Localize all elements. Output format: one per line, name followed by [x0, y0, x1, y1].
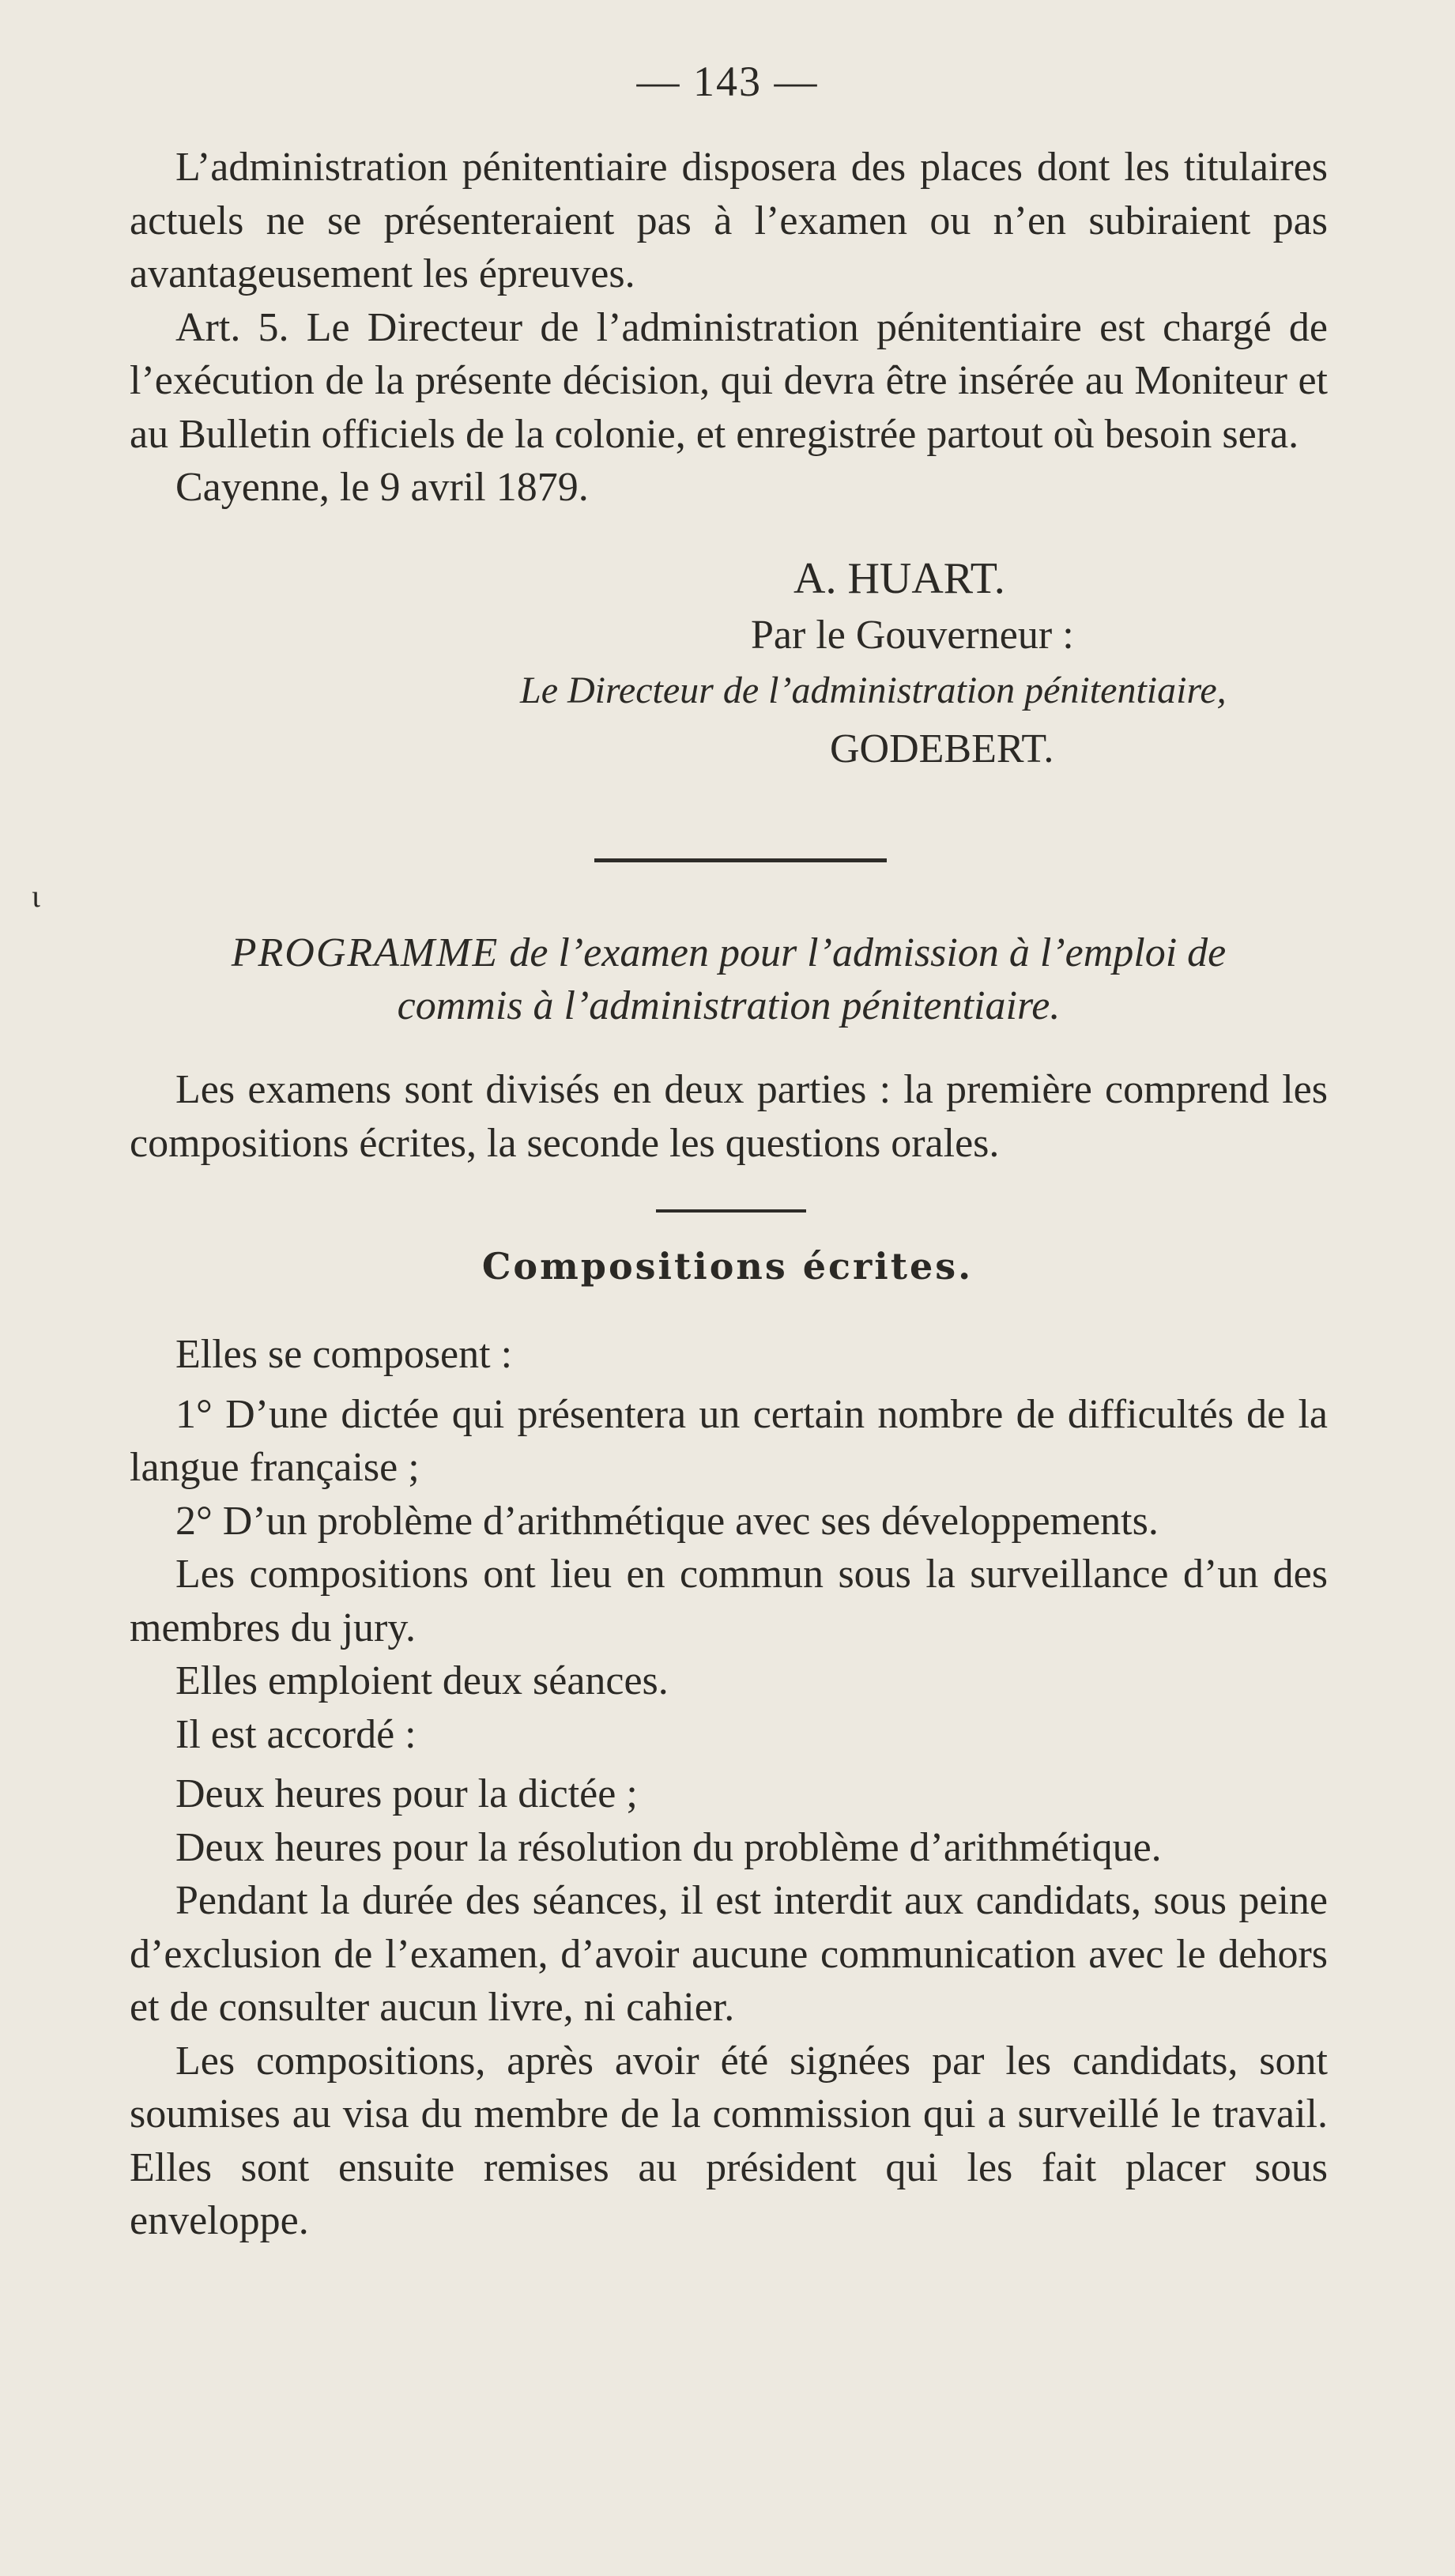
paragraph: L’administration pénitentiaire disposera des places dont les titulaires actuels ne se présenteraient pas à l’examen ou n’en subiraient pas avantageusement les épreuves.	[130, 145, 1328, 296]
director-title: Le Directeur de l’administration pénitentiaire,	[520, 669, 1227, 711]
page-number: — 143 —	[636, 58, 819, 105]
programme-title-word: PROGRAMME	[231, 930, 499, 975]
programme-title-rest: de l’examen pour l’admission à l’emploi de	[499, 930, 1227, 975]
paragraph: Les compositions ont lieu en commun sous la surveillance d’un des membres du jury.	[130, 1552, 1328, 1650]
signature-name: A. HUART.	[793, 554, 1005, 603]
paragraph: 2° D’un problème d’arithmétique avec ses développements.	[175, 1498, 1159, 1544]
paragraph: Il est accordé :	[175, 1711, 417, 1757]
paragraph: Elles emploient deux séances.	[175, 1658, 669, 1703]
body-text	[130, 1328, 1328, 2248]
programme-title	[130, 926, 1328, 1032]
margin-mark: ɩ	[32, 878, 40, 914]
paragraph: Deux heures pour la résolution du problème d’arithmétique.	[175, 1824, 1162, 1870]
paragraph: 1° D’une dictée qui présentera un certain nombre de difficultés de la langue française ;	[130, 1391, 1328, 1490]
programme-title-line2: commis à l’administration pénitentiaire.	[397, 983, 1061, 1028]
paragraph: Les compositions, après avoir été signées par les candidats, sont soumises au visa du membre de la commission qui a surveillé le travail. Elles sont ensuite remises au président qui les fait placer sous enveloppe.	[130, 2038, 1328, 2243]
place-date: Cayenne, le 9 avril 1879.	[175, 465, 589, 510]
short-rule	[656, 1209, 806, 1213]
paragraph: Deux heures pour la dictée ;	[175, 1771, 638, 1816]
intro-text	[130, 1063, 1328, 1170]
director-name: GODEBERT.	[830, 726, 1054, 771]
paragraph: Elles se composent :	[175, 1332, 513, 1377]
paragraph: Les examens sont divisés en deux parties : la première comprend les compositions écrites, la seconde les questions orales.	[130, 1067, 1328, 1166]
separator-rule	[594, 858, 887, 862]
signature-by: Par le Gouverneur :	[751, 613, 1074, 658]
section-heading: Compositions écrites.	[481, 1245, 974, 1288]
paragraph: Art. 5. Le Directeur de l’administration pénitentiaire est chargé de l’exécution de la présente décision, qui devra être insérée au Moniteur et au Bulletin officiels de la colonie, et enregistrée partout où besoin sera.	[130, 304, 1328, 457]
paragraph: Pendant la durée des séances, il est interdit aux candidats, sous peine d’exclusion de l’examen, d’avoir aucune communication avec le dehors et de consulter aucun livre, ni cahier.	[130, 1878, 1328, 2030]
decision-text	[130, 141, 1328, 515]
